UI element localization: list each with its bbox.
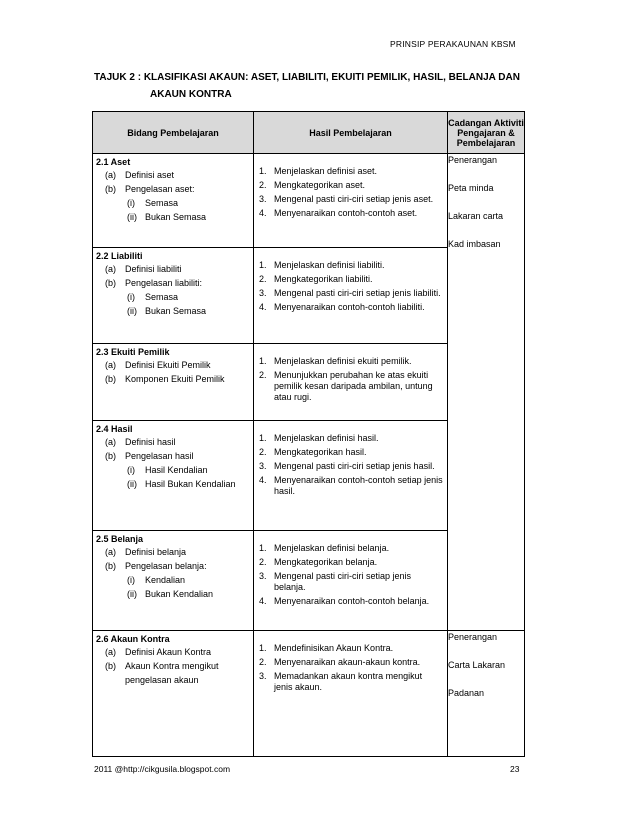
- item-marker: (a): [105, 170, 116, 180]
- outcome-item: [259, 433, 443, 444]
- learning-area-item: [93, 276, 253, 290]
- item-marker: (i): [127, 198, 135, 208]
- learning-area-cell: [93, 344, 254, 421]
- outcome-number: 4.: [259, 302, 267, 312]
- outcome-text: Mendefinisikan Akaun Kontra.: [274, 643, 394, 653]
- footer-source: 2011 @http://cikgusila.blogspot.com: [94, 764, 231, 774]
- outcome-text: Mengkategorikan hasil.: [274, 447, 367, 457]
- outcome-item: [259, 557, 443, 568]
- header-bidang-pembelajaran: Bidang Pembelajaran: [93, 112, 254, 154]
- outcome-text: Mengenal pasti ciri-ciri setiap jenis liabiliti.: [274, 288, 441, 298]
- outcome-number: 1.: [259, 260, 267, 270]
- item-marker: (a): [105, 647, 116, 657]
- item-text: Kendalian: [145, 575, 186, 585]
- outcome-item: [259, 596, 443, 607]
- item-marker: (ii): [127, 306, 137, 316]
- learning-area-item: [93, 304, 253, 318]
- learning-area-item: [93, 463, 253, 477]
- item-marker: (b): [105, 184, 116, 194]
- learning-area-item: [93, 168, 253, 182]
- activity-item: Penerangan: [448, 155, 498, 165]
- activity-item: Kad imbasan: [448, 239, 501, 249]
- learning-area-item: [93, 210, 253, 224]
- table-row: [93, 631, 525, 757]
- item-text: Hasil Bukan Kendalian: [145, 479, 236, 489]
- outcome-item: [259, 356, 443, 367]
- activities-cell: [448, 631, 525, 757]
- outcome-item: [259, 194, 443, 205]
- outcome-text: Menjelaskan definisi ekuiti pemilik.: [274, 356, 412, 366]
- item-marker: (a): [105, 547, 116, 557]
- item-text: Semasa: [145, 292, 179, 302]
- item-marker: (i): [127, 292, 135, 302]
- item-text: Definisi hasil: [125, 437, 176, 447]
- page-number: 23: [510, 764, 520, 774]
- outcome-number: 1.: [259, 543, 267, 553]
- learning-area-item: [93, 659, 253, 687]
- learning-area-item: [93, 182, 253, 196]
- outcome-item: [259, 657, 443, 668]
- learning-outcomes-cell: [254, 154, 448, 248]
- item-marker: (a): [105, 360, 116, 370]
- item-text: Komponen Ekuiti Pemilik: [125, 374, 225, 384]
- learning-area-item: [93, 358, 253, 372]
- outcome-number: 4.: [259, 208, 267, 218]
- outcome-item: [259, 180, 443, 191]
- item-text: Bukan Semasa: [145, 306, 207, 316]
- section-title: 2.3 Ekuiti Pemilik: [96, 347, 170, 357]
- learning-area-cell: [93, 248, 254, 344]
- section-title: 2.4 Hasil: [96, 424, 133, 434]
- section-title: 2.2 Liabiliti: [96, 251, 143, 261]
- outcome-text: Menunjukkan perubahan ke atas ekuiti pemilik kesan daripada ambilan, untung atau rugi.: [274, 370, 433, 402]
- item-text: Definisi Akaun Kontra: [125, 647, 212, 657]
- learning-area-item: [93, 290, 253, 304]
- item-text: Definisi Ekuiti Pemilik: [125, 360, 211, 370]
- learning-outcomes-cell: [254, 531, 448, 631]
- learning-area-cell: [93, 154, 254, 248]
- outcome-number: 3.: [259, 288, 267, 298]
- learning-area-item: [93, 196, 253, 210]
- item-marker: (a): [105, 437, 116, 447]
- syllabus-table: [92, 111, 525, 757]
- outcome-text: Menjelaskan definisi belanja.: [274, 543, 390, 553]
- item-marker: (i): [127, 575, 135, 585]
- outcome-text: Menyenaraikan akaun-akaun kontra.: [274, 657, 421, 667]
- item-marker: (b): [105, 661, 116, 671]
- learning-area-item: [93, 262, 253, 276]
- header-hasil-pembelajaran: Hasil Pembelajaran: [254, 112, 448, 154]
- outcome-text: Mengenal pasti ciri-ciri setiap jenis aset.: [274, 194, 434, 204]
- outcome-number: 2.: [259, 180, 267, 190]
- outcome-number: 2.: [259, 447, 267, 457]
- item-marker: (ii): [127, 589, 137, 599]
- activity-item: Penerangan: [448, 632, 498, 642]
- outcome-number: 1.: [259, 166, 267, 176]
- outcome-item: [259, 370, 443, 403]
- activity-item: Padanan: [448, 688, 485, 698]
- item-marker: (b): [105, 561, 116, 571]
- item-marker: (ii): [127, 212, 137, 222]
- learning-area-item: [93, 477, 253, 491]
- section-title: 2.1 Aset: [96, 157, 131, 167]
- header-cadangan-aktiviti: Cadangan Aktiviti Pengajaran & Pembelajaran: [448, 112, 525, 154]
- outcome-number: 3.: [259, 194, 267, 204]
- learning-area-item: [93, 435, 253, 449]
- item-text: Definisi liabiliti: [125, 264, 182, 274]
- outcome-number: 4.: [259, 475, 267, 485]
- outcome-item: [259, 274, 443, 285]
- item-marker: (b): [105, 451, 116, 461]
- outcome-number: 4.: [259, 596, 267, 606]
- activities-cell: [448, 154, 525, 631]
- outcome-text: Menjelaskan definisi liabiliti.: [274, 260, 385, 270]
- section-title: 2.6 Akaun Kontra: [96, 634, 170, 644]
- outcome-number: 1.: [259, 643, 267, 653]
- topic-title: [94, 69, 554, 103]
- item-text: Semasa: [145, 198, 179, 208]
- learning-area-item: [93, 372, 253, 386]
- outcome-text: Menyenaraikan contoh-contoh liabiliti.: [274, 302, 425, 312]
- activity-item: Lakaran carta: [448, 211, 504, 221]
- outcome-item: [259, 475, 443, 497]
- table-header-row: [93, 112, 525, 154]
- learning-outcomes-cell: [254, 631, 448, 757]
- outcome-item: [259, 208, 443, 219]
- learning-area-item: [93, 587, 253, 601]
- outcome-text: Menyenaraikan contoh-contoh setiap jenis hasil.: [274, 475, 443, 496]
- learning-area-cell: [93, 531, 254, 631]
- outcome-item: [259, 461, 443, 472]
- outcome-item: [259, 447, 443, 458]
- section-title: 2.5 Belanja: [96, 534, 144, 544]
- outcome-text: Mengenal pasti ciri-ciri setiap jenis hasil.: [274, 461, 435, 471]
- outcome-item: [259, 288, 443, 299]
- outcome-item: [259, 643, 443, 654]
- outcome-text: Mengenal pasti ciri-ciri setiap jenis belanja.: [274, 571, 412, 592]
- item-text: Hasil Kendalian: [145, 465, 208, 475]
- outcome-text: Mengkategorikan aset.: [274, 180, 366, 190]
- item-marker: (b): [105, 278, 116, 288]
- topic-title-line2: AKAUN KONTRA: [150, 89, 232, 100]
- item-text: Pengelasan belanja:: [125, 561, 207, 571]
- outcome-item: [259, 302, 443, 313]
- outcome-item: [259, 671, 443, 693]
- outcome-number: 1.: [259, 433, 267, 443]
- table-body: [93, 154, 525, 757]
- item-text: Pengelasan liabiliti:: [125, 278, 203, 288]
- outcome-number: 2.: [259, 657, 267, 667]
- table-row: [93, 154, 525, 248]
- outcome-number: 1.: [259, 356, 267, 366]
- outcome-text: Mengkategorikan belanja.: [274, 557, 378, 567]
- learning-area-item: [93, 545, 253, 559]
- outcome-item: [259, 543, 443, 554]
- activity-item: Peta minda: [448, 183, 494, 193]
- learning-area-item: [93, 645, 253, 659]
- outcome-text: Memadankan akaun kontra mengikut jenis akaun.: [274, 671, 423, 692]
- outcome-text: Menyenaraikan contoh-contoh aset.: [274, 208, 418, 218]
- learning-outcomes-cell: [254, 248, 448, 344]
- learning-area-cell: [93, 631, 254, 757]
- learning-outcomes-cell: [254, 421, 448, 531]
- item-marker: (ii): [127, 479, 137, 489]
- item-text: Pengelasan aset:: [125, 184, 195, 194]
- item-text: Pengelasan hasil: [125, 451, 194, 461]
- outcome-text: Menjelaskan definisi aset.: [274, 166, 378, 176]
- running-header: PRINSIP PERAKAUNAN KBSM: [390, 39, 516, 49]
- outcome-number: 2.: [259, 274, 267, 284]
- learning-area-item: [93, 559, 253, 573]
- topic-title-line1: TAJUK 2 : KLASIFIKASI AKAUN: ASET, LIABILITI, EKUITI PEMILIK, HASIL, BELANJA DAN: [94, 72, 520, 83]
- learning-outcomes-cell: [254, 344, 448, 421]
- outcome-item: [259, 260, 443, 271]
- item-marker: (a): [105, 264, 116, 274]
- outcome-number: 2.: [259, 370, 267, 380]
- outcome-text: Mengkategorikan liabiliti.: [274, 274, 373, 284]
- item-marker: (i): [127, 465, 135, 475]
- outcome-number: 3.: [259, 571, 267, 581]
- learning-area-item: [93, 573, 253, 587]
- item-text: Bukan Semasa: [145, 212, 207, 222]
- item-text: Akaun Kontra mengikut pengelasan akaun: [125, 661, 219, 685]
- outcome-item: [259, 571, 443, 593]
- item-marker: (b): [105, 374, 116, 384]
- outcome-number: 2.: [259, 557, 267, 567]
- outcome-number: 3.: [259, 461, 267, 471]
- outcome-text: Menjelaskan definisi hasil.: [274, 433, 379, 443]
- outcome-text: Menyenaraikan contoh-contoh belanja.: [274, 596, 430, 606]
- item-text: Definisi belanja: [125, 547, 187, 557]
- item-text: Definisi aset: [125, 170, 175, 180]
- outcome-item: [259, 166, 443, 177]
- outcome-number: 3.: [259, 671, 267, 681]
- learning-area-item: [93, 449, 253, 463]
- learning-area-cell: [93, 421, 254, 531]
- item-text: Bukan Kendalian: [145, 589, 214, 599]
- activity-item: Carta Lakaran: [448, 660, 506, 670]
